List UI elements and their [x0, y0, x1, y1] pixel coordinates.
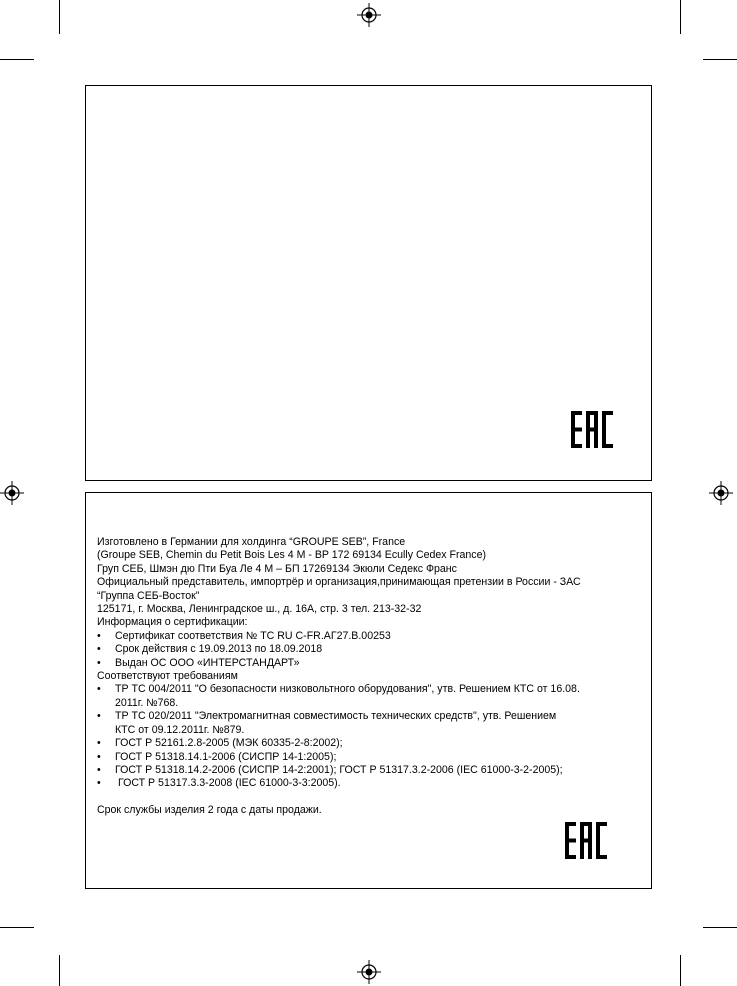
certification-heading: Информация о сертификации: — [97, 616, 248, 629]
crop-mark-top-left-h — [0, 59, 34, 60]
representative-address: 125171, г. Москва, Ленинградское ш., д. 16А, стр. 3 тел. 213-32-32 — [97, 603, 422, 616]
requirement-item-continuation: 2011г. №768. — [115, 696, 179, 709]
requirement-item: • ГОСТ Р 51318.14.1-2006 (СИСПР 14-1:2005); — [97, 751, 652, 764]
crop-mark-bottom-left-h — [0, 927, 34, 928]
manufacturer-line-2: (Groupe SEB, Chemin du Petit Bois Les 4 M - BP 172 69134 Ecully Cedex France) — [97, 549, 487, 562]
service-life: Срок службы изделия 2 года с даты продажи. — [97, 804, 322, 817]
certificate-issuer: • Выдан ОС ООО «ИНТЕРСТАНДАРТ» — [97, 657, 652, 670]
crop-mark-bottom-right — [680, 955, 681, 986]
requirement-item: • ТР ТС 020/2011 "Электромагнитная совместимость технических средств", утв. Решением — [97, 710, 652, 723]
registration-mark-right-icon — [709, 481, 733, 505]
eac-mark-bottom-icon — [565, 822, 607, 859]
manufacturer-line-1: Изготовлено в Германии для холдинга “GROUPE SEB”, France — [97, 536, 406, 548]
requirement-item: • ТР ТС 004/2011 "О безопасности низковольтного оборудования", утв. Решением КТС от 16.08. — [97, 683, 652, 696]
certification-text-block — [97, 536, 652, 818]
spacer — [97, 791, 652, 804]
representative-line-2: “Группа СЕБ-Восток” — [97, 589, 200, 602]
crop-mark-bottom-left — [59, 955, 60, 986]
registration-mark-bottom-icon — [357, 960, 381, 984]
requirement-item: • ГОСТ Р 51318.14.2-2006 (СИСПР 14-2:2001); ГОСТ Р 51317.3.2-2006 (IEC 61000-3-2-2005); — [97, 764, 652, 777]
crop-mark-top-right — [680, 0, 681, 34]
requirements-heading: Соответствуют требованиям — [97, 670, 238, 683]
certificate-validity: • Срок действия с 19.09.2013 по 18.09.2018 — [97, 643, 652, 656]
registration-mark-left-icon — [0, 481, 24, 505]
crop-mark-top-left — [59, 0, 60, 34]
eac-mark-top-icon — [571, 411, 613, 448]
requirement-item: • ГОСТ Р 51317.3.3-2008 (IEC 61000-3-3:2005). — [97, 777, 652, 790]
requirement-item-continuation: КТС от 09.12.2011г. №879. — [115, 723, 245, 736]
manufacturer-line-3: Груп СЕБ, Шмэн дю Пти Буа Ле 4 М – БП 17269134 Экюли Седекс Франс — [97, 562, 457, 575]
requirement-item: • ГОСТ Р 52161.2.8-2005 (МЭК 60335-2-8:2002); — [97, 737, 652, 750]
registration-mark-top-icon — [357, 3, 381, 27]
certificate-number: • Сертификат соответствия № ТС RU C-FR.АГ27.В.00253 — [97, 630, 652, 643]
top-panel — [85, 85, 652, 481]
representative-line-1: Официальный представитель, импортрёр и организация,принимающая претензии в России - ЗАС — [97, 576, 581, 589]
crop-mark-top-right-h — [703, 59, 737, 60]
crop-mark-bottom-right-h — [703, 927, 737, 928]
